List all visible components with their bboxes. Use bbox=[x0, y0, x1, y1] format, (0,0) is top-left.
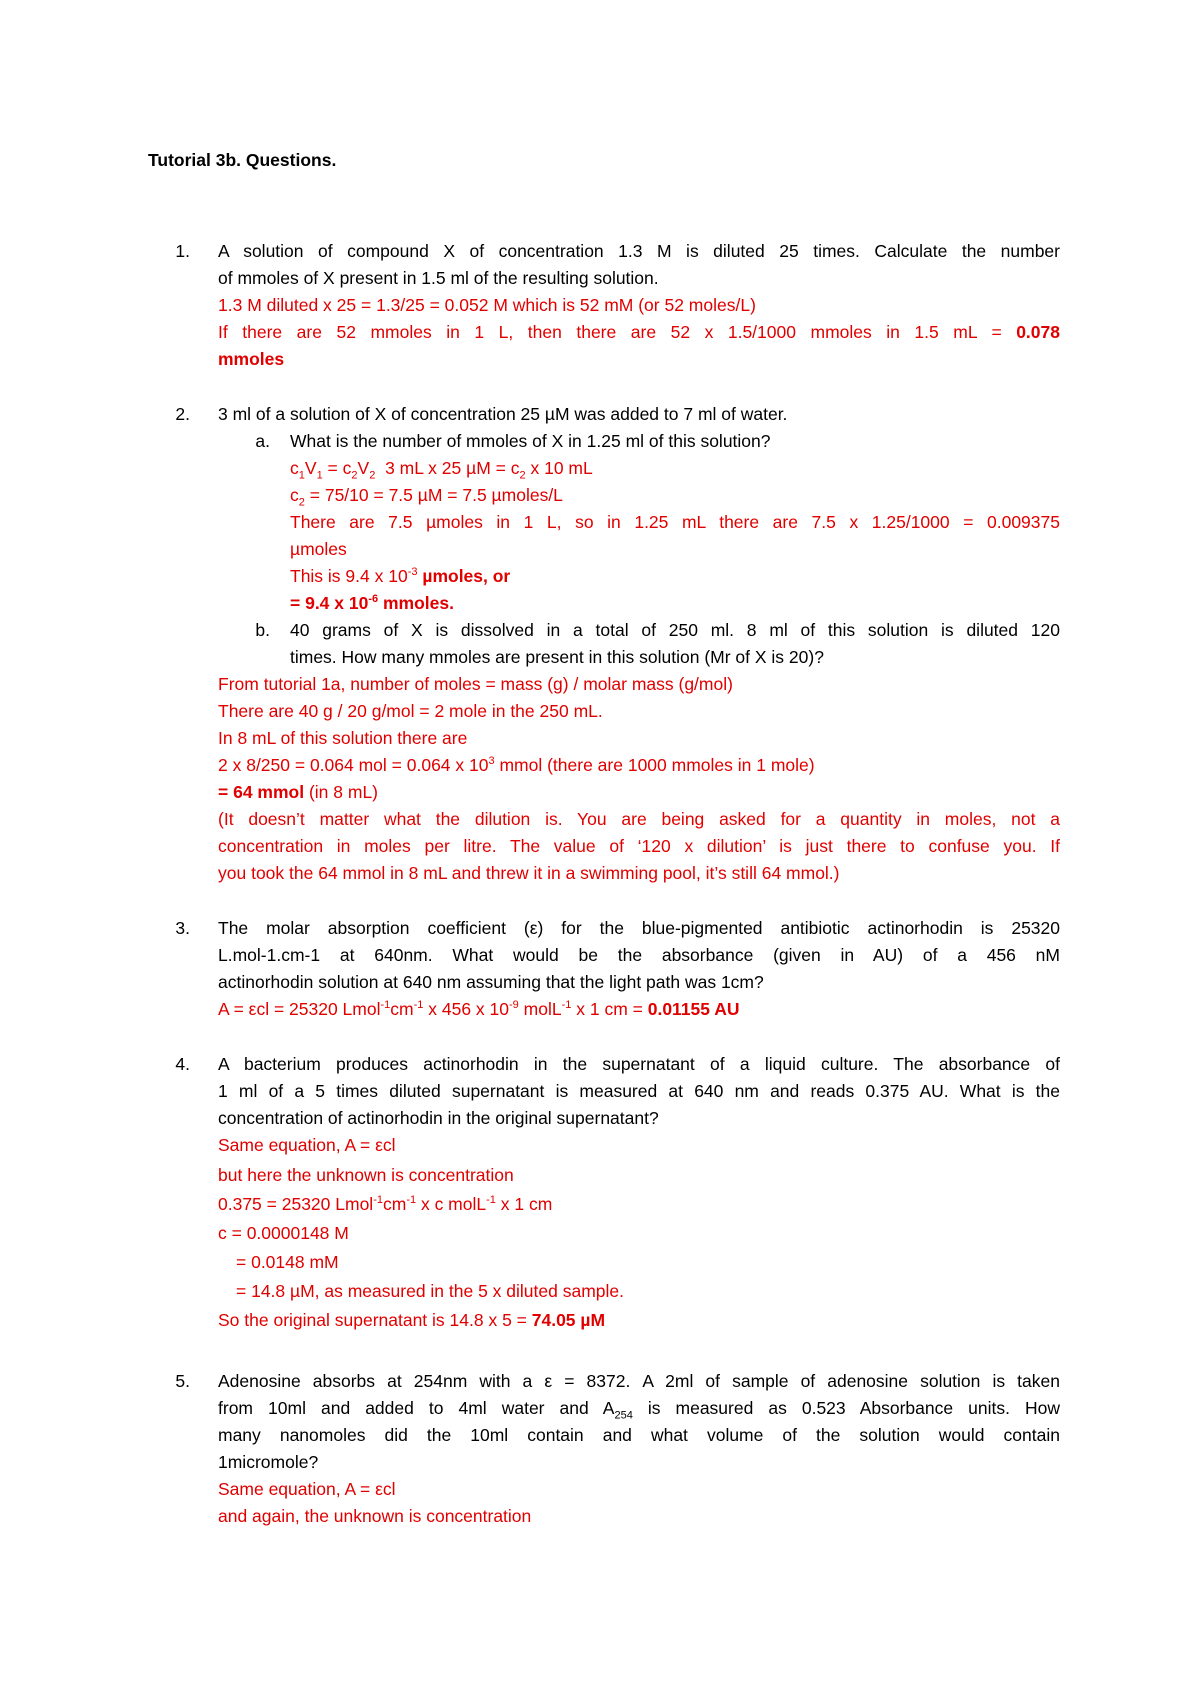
answer-line: 0.375 = 25320 $Lmol^{-1}cm^{-1}$ x c molL$^{-1}$ x 1 cm bbox=[218, 1194, 553, 1214]
answer-line: and again, the unknown is concentration bbox=[218, 1506, 532, 1526]
answer-line: In 8 mL of this solution there are bbox=[218, 728, 468, 748]
answer-line: $c_1V_1 = c_2V_2$ 3 mL x 25 $\mu M = c_2$ x 10 mL bbox=[290, 458, 593, 482]
question-number: 4. bbox=[175, 1054, 190, 1074]
question-text: Adenosine absorbs at 254nm with a ε = 8372. A 2ml of sample of adenosine solution is taken bbox=[218, 1371, 1060, 1391]
subquestion-text: 40 grams of X is dissolved in a total of 250 ml. 8 ml of this solution is diluted 120 bbox=[290, 620, 1060, 640]
question-text: actinorhodin solution at 640 nm assuming that the light path was 1cm? bbox=[218, 972, 764, 992]
answer-line: you took the 64 mmol in 8 mL and threw it in a swimming pool, it’s still 64 mmol.) bbox=[218, 863, 840, 883]
answer-line: µmoles bbox=[290, 539, 347, 559]
answer-line: c = 0.0000148 M bbox=[218, 1223, 349, 1243]
answer-line: $c_2 = 75/10 = 7.5$ µM = 7.5 µmoles/L bbox=[290, 485, 563, 509]
question-number: 2. bbox=[175, 404, 190, 424]
question-text: of mmoles of X present in 1.5 ml of the resulting solution. bbox=[218, 268, 659, 288]
question-text: 1 ml of a 5 times diluted supernatant is measured at 640 nm and reads 0.375 AU. What is the bbox=[218, 1081, 1060, 1101]
answer-line: There are 7.5 µmoles in 1 L, so in 1.25 mL there are 7.5 x 1.25/1000 = 0.009375 bbox=[290, 512, 1060, 532]
question-text: 3 ml of a solution of X of concentration 25 µM was added to 7 ml of water. bbox=[218, 404, 788, 424]
answer-line: There are 40 g / 20 g/mol = 2 mole in the 250 mL. bbox=[218, 701, 603, 721]
answer-line: 2 x 8/250 = 0.064 mol = 0.064 x $10^3$ mmol (there are 1000 mmoles in 1 mole) bbox=[218, 755, 815, 775]
answer-line: = 0.0148 mM bbox=[236, 1252, 339, 1272]
page-title: Tutorial 3b. Questions. bbox=[148, 150, 337, 170]
question-text: The molar absorption coefficient (ε) for the blue-pigmented antibiotic actinorhodin is 25320 bbox=[218, 918, 1060, 938]
answer-line: This is 9.4 x $10^{-3}$ µmoles, or bbox=[290, 566, 511, 586]
answer-line: = 64 mmol (in 8 mL) bbox=[218, 782, 378, 802]
answer-line: Same equation, A = εcl bbox=[218, 1479, 396, 1499]
answer-line: = 9.4 x $10^{-6}$ mmoles. bbox=[290, 593, 454, 613]
subquestion-text: What is the number of mmoles of X in 1.25 ml of this solution? bbox=[290, 431, 771, 451]
question-number: 3. bbox=[175, 918, 190, 938]
answer-line: Same equation, A = εcl bbox=[218, 1135, 396, 1155]
answer-line: mmoles bbox=[218, 349, 285, 369]
question-text: L.mol-1.cm-1 at 640nm. What would be the absorbance (given in AU) of a 456 nM bbox=[218, 945, 1060, 965]
answer-line: (It doesn’t matter what the dilution is. You are being asked for a quantity in moles, not a bbox=[218, 809, 1060, 829]
answer-line: but here the unknown is concentration bbox=[218, 1165, 514, 1185]
question-number: 5. bbox=[175, 1371, 190, 1391]
subquestion-text: times. How many mmoles are present in this solution (Mr of X is 20)? bbox=[290, 647, 824, 667]
answer-line: concentration in moles per litre. The value of ‘120 x dilution’ is just there to confuse you. If bbox=[218, 836, 1060, 856]
question-text: A bacterium produces actinorhodin in the supernatant of a liquid culture. The absorbance of bbox=[218, 1054, 1060, 1074]
answer-line: From tutorial 1a, number of moles = mass (g) / molar mass (g/mol) bbox=[218, 674, 733, 694]
question-text: 1micromole? bbox=[218, 1452, 319, 1472]
answer-line: 1.3 M diluted x 25 = 1.3/25 = 0.052 M which is 52 mM (or 52 moles/L) bbox=[218, 295, 756, 315]
question-text: concentration of actinorhodin in the original supernatant? bbox=[218, 1108, 659, 1128]
answer-line: So the original supernatant is 14.8 x 5 = 74.05 µM bbox=[218, 1310, 606, 1330]
answer-line: A = εcl = 25320 $Lmol^{-1}cm^{-1}$ x 456 x $10^{-9}$ molL$^{-1}$ x 1 cm = 0.01155 AU bbox=[218, 999, 740, 1019]
question-text: from 10ml and added to 4ml water and $A_{254}$ is measured as 0.523 Absorbance units. How bbox=[218, 1398, 1060, 1422]
question-text: many nanomoles did the 10ml contain and what volume of the solution would contain bbox=[218, 1425, 1060, 1445]
question-text: A solution of compound X of concentration 1.3 M is diluted 25 times. Calculate the number bbox=[218, 241, 1060, 261]
subquestion-label: b. bbox=[255, 620, 270, 640]
subquestion-label: a. bbox=[255, 431, 270, 451]
question-number: 1. bbox=[175, 241, 190, 261]
answer-line: = 14.8 µM, as measured in the 5 x diluted sample. bbox=[236, 1281, 624, 1301]
answer-line: If there are 52 mmoles in 1 L, then there are 52 x 1.5/1000 mmoles in 1.5 mL = 0.078 bbox=[218, 322, 1060, 342]
